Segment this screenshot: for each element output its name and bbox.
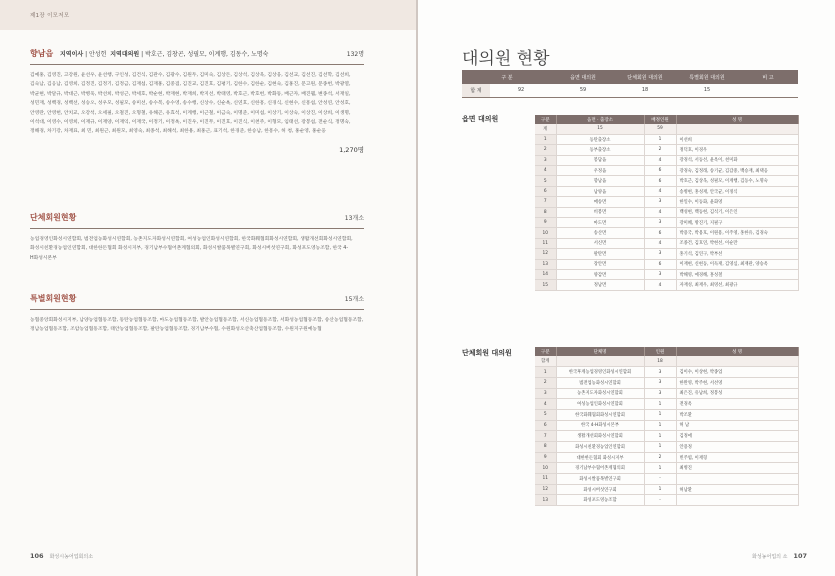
col-header: 구 분 xyxy=(462,70,552,84)
cell: 1 xyxy=(644,442,676,453)
section-count: 15개소 xyxy=(344,296,364,303)
cell: 1 xyxy=(644,463,676,474)
table-row xyxy=(535,176,798,186)
cell: 강경석, 서동선, 윤옥이, 천미화 xyxy=(676,155,798,165)
cell: 정덕호, 이경우 xyxy=(676,145,798,155)
table-row xyxy=(535,207,798,217)
summary-table xyxy=(462,70,798,98)
cell: 허남환 xyxy=(676,484,798,495)
cell: 장안면 xyxy=(556,259,644,269)
cell: 4 xyxy=(644,238,676,248)
table-header-row xyxy=(535,347,798,356)
cell: 3 xyxy=(535,155,556,165)
cell: 계 xyxy=(535,124,556,134)
cell: 2 xyxy=(644,145,676,155)
table-row xyxy=(535,134,798,144)
cell: 조종건, 김호연, 박현선, 이순만 xyxy=(676,238,798,248)
cell: 15 xyxy=(535,280,556,290)
cell: 5 xyxy=(535,176,556,186)
cell: 박용국, 박용호, 이원용, 이주영, 홍한유, 김경숙 xyxy=(676,228,798,238)
cell: 4 xyxy=(535,399,556,410)
cell: 양감면 xyxy=(556,269,644,279)
col-header: 읍면 · 출장소 xyxy=(556,115,644,124)
member-list: 김예홍, 김영진, 고강원, 윤선우, 윤선행, 구인성, 김건식, 김관수, 김광수, 김원두, 김미숙, 김상돈, 김상석, 김상욱, 김상웅, 김선교, 김선진, 김선학, 김선희, 김숙남, 김응남, 김영희, 김정진, 김정기, 김정금, 김재섭, 김재홍, 김중겸, 김진교, 김진호, 김평기, 김한수, 김한순, 김현숙, 김홍진, 문고원, 문종헌, 박광열, 박균현, 박달규, 박대근, 박병욱, 박선희, 박성근, 박세호, 박순현, 박재현, 박재희, 박지선, 박태영, 박호근, 박호헌, 박화동, 배근자, 배진웰, 변종석, 서재일, 성민재, 성백경, 성백선, 성승오, 성우모, 성필모, 송미선, 송수복, 송수영, 송수행, 신상수, 신순옥, 신연호, 신한흥, 신경식, 신현수, 신흥섭, 안성연, 안성호, 안영란, 안영헌, 안치교, 오강석, 오세필, 오철진, 오형철, 유해곤, 유효석, 이계행, 이근철, 이금숙, 이명준, 이미섭, 이상기, 이상숙, 이상진, 이상희, 이생명, 이석대, 이영수, 이영희, 이재규, 이재양, 이재익, 이재국, 이정기, 이정옥, 이진우, 이진무, 이진호, 이진식, 이천주, 이형모, 임태선, 장봉섭, 전순식, 정명숙, 정해경, 차기강, 차재표, 최 민, 최원근, 최원모, 최영숙, 최종석, 최해석, 최한용, 최홍근, 표기석, 한경준, 한승남, 한흥수, 허 청, 홍순영, 홍순웅 xyxy=(30,73,351,135)
table-row xyxy=(535,228,798,238)
cell: 합계 xyxy=(535,356,556,367)
total-row xyxy=(535,124,798,134)
cell: 1 xyxy=(644,420,676,431)
section-header xyxy=(30,48,364,65)
col-header: 비 고 xyxy=(738,70,798,84)
cell: 합 계 xyxy=(462,84,490,97)
cell: 화성시쌀품목별연구회 xyxy=(556,474,644,485)
cell: 서신면 xyxy=(556,238,644,248)
cell: 12 xyxy=(535,484,556,495)
cell: 9 xyxy=(535,452,556,463)
cell: 빈주엽, 이재형 xyxy=(676,452,798,463)
cell: 한일수, 이동화, 윤화영 xyxy=(676,197,798,207)
col-header: 구분 xyxy=(535,347,556,356)
cell: 1 xyxy=(535,134,556,144)
chapter-label: 제1장 이모저모 xyxy=(30,13,70,19)
section-count: 13개소 xyxy=(344,215,364,222)
cell: 4 xyxy=(644,155,676,165)
cell: - xyxy=(644,495,676,506)
table-row xyxy=(535,238,798,248)
cell: 1 xyxy=(644,409,676,420)
table-row xyxy=(535,155,798,165)
summary-row xyxy=(462,84,798,97)
cell: 우정읍 xyxy=(556,166,644,176)
cell: 6 xyxy=(644,176,676,186)
cell: 대한한돈협회 화성시지부 xyxy=(556,452,644,463)
cell: 남양읍 xyxy=(556,186,644,196)
cell xyxy=(738,84,798,97)
cell: 2 xyxy=(535,377,556,388)
cell: 생활개선회화성시연합회 xyxy=(556,431,644,442)
cell: 18 xyxy=(644,356,676,367)
cell: 최병진 xyxy=(676,463,798,474)
page-title: 대의원 현황 xyxy=(462,49,550,69)
cell: 18 xyxy=(614,84,676,97)
table-body xyxy=(535,356,798,506)
col-header: 배정인원 xyxy=(644,115,676,124)
col-header: 구분 xyxy=(535,115,556,124)
cell: 15 xyxy=(556,124,644,134)
table-row xyxy=(535,249,798,259)
cell: 한국후계농업경영인화성시연합회 xyxy=(556,367,644,378)
cell: 1 xyxy=(644,431,676,442)
cell xyxy=(676,495,798,506)
cell: 화성시버섯연구회 xyxy=(556,484,644,495)
table-row xyxy=(535,218,798,228)
cell: 4 xyxy=(644,207,676,217)
group-list: 농업경영인화성시연합회, 범전업농화성시연합회, 농촌지도자화성시연합회, 여성농업인화성시연합회, 한국화훼협회화성시연합회, 생활개선회화성시연합회, 화성시친환경농업인연합회, 대한한돈협회 화성시지부, 경기남부수협어촌계협의회, 화성시쌀품목별연구회, 화성시버섯연구회, 화성포도영농조합, 한국 4-H화성시본부 xyxy=(30,237,353,261)
cell: 92 xyxy=(490,84,552,97)
table-row xyxy=(535,388,798,399)
table-row xyxy=(535,259,798,269)
cell: 비봉면 xyxy=(556,207,644,217)
cell xyxy=(676,124,798,134)
cell: 2 xyxy=(535,145,556,155)
cell: 마도면 xyxy=(556,218,644,228)
cell: 4 xyxy=(535,166,556,176)
cell xyxy=(556,356,644,367)
cell: 화성포도영농조합 xyxy=(556,495,644,506)
col-header: 성 명 xyxy=(676,115,798,124)
cell: 화성시친환경농업인연합회 xyxy=(556,442,644,453)
cell: 여성농업인화성시연합회 xyxy=(556,399,644,410)
cell: 향남읍 xyxy=(556,176,644,186)
cell: 한국화훼협회화성시연합회 xyxy=(556,409,644,420)
cell: 3 xyxy=(644,218,676,228)
town-table-title: 읍면 대의원 xyxy=(462,115,499,123)
cell: 10 xyxy=(535,228,556,238)
table-row xyxy=(535,186,798,196)
section-title: 향남읍 지역이사 | 안성헌 지역대의원 | 박호근, 김창곤, 성필모, 이계행, 김동수, 노명숙 xyxy=(30,49,269,58)
cell: 김이수, 이상현, 박종업 xyxy=(676,367,798,378)
cell: 3 xyxy=(644,249,676,259)
table-row xyxy=(535,269,798,279)
cell: 안용정 xyxy=(676,442,798,453)
cell: 자재성, 최재우, 최영선, 최광규 xyxy=(676,280,798,290)
cell: 팔탄면 xyxy=(556,249,644,259)
table-row xyxy=(535,377,798,388)
cell: 4 xyxy=(644,280,676,290)
cell: 박조환 xyxy=(676,409,798,420)
section-title: 특별회원현황 xyxy=(30,294,77,303)
col-header: 단체회원 대의원 xyxy=(614,70,676,84)
col-header: 단체명 xyxy=(556,347,644,356)
cell: 1 xyxy=(535,367,556,378)
cell: 강경숙, 김정래, 송기균, 김갑중, 백승재, 최택응 xyxy=(676,166,798,176)
cell: 3 xyxy=(644,388,676,399)
table-body xyxy=(535,124,798,290)
total-count: 1,270명 xyxy=(339,145,364,154)
footer-title: 화성시농어업회의소 xyxy=(49,554,94,560)
page-number: 107 xyxy=(793,552,807,560)
table-row xyxy=(535,484,798,495)
cell: 3 xyxy=(644,197,676,207)
table-row xyxy=(535,197,798,207)
table-row xyxy=(535,166,798,176)
right-footer xyxy=(752,552,807,560)
table-row xyxy=(535,409,798,420)
cell: 이재현, 신현동, 이득재, 김영심, 최재관, 양승옥 xyxy=(676,259,798,269)
cell: 동부출장소 xyxy=(556,145,644,155)
town-delegates-table xyxy=(535,115,799,291)
table-row xyxy=(535,367,798,378)
col-header: 성 명 xyxy=(676,347,798,356)
cell: 김정애 xyxy=(676,431,798,442)
section-hyangnam xyxy=(30,48,364,154)
section-special-members xyxy=(30,293,364,335)
summary-header-row xyxy=(462,70,798,84)
cell: 1 xyxy=(644,484,676,495)
section-header xyxy=(30,293,364,310)
section-count: 132명 xyxy=(346,51,364,58)
cell: 박호근, 김상욱, 성필모, 이계행, 김동수, 노명숙 xyxy=(676,176,798,186)
cell: 범전업농화성시연합회 xyxy=(556,377,644,388)
cell: 정남면 xyxy=(556,280,644,290)
cell: 13 xyxy=(535,495,556,506)
cell: 8 xyxy=(535,207,556,217)
cell: 15 xyxy=(676,84,738,97)
left-footer xyxy=(30,552,93,560)
cell: 3 xyxy=(535,388,556,399)
cell: 7 xyxy=(535,197,556,207)
table-row xyxy=(535,280,798,290)
cell: 홍기석, 김연구, 박부선 xyxy=(676,249,798,259)
cell: 12 xyxy=(535,249,556,259)
table-row xyxy=(535,399,798,410)
cell: 1 xyxy=(644,134,676,144)
cell: 1 xyxy=(644,399,676,410)
special-list: 농협중앙회화성시지부, 남양농업협동조합, 동탄농업협동조합, 마도농업협동조합, 발안농업협동조합, 서신농업협동조합, 서화성농업협동조합, 송산농업협동조합, 정남농업협동조합, 조암농업협동조합, 태안농업협동조합, 팔탄농업협동조합, 경기남부수협, 수원화성오산축산업협동조합, 수원지구원예농협 xyxy=(30,318,364,333)
cell: 11 xyxy=(535,238,556,248)
cell: 강미혜, 방진기, 지필구 xyxy=(676,218,798,228)
section-header xyxy=(30,212,364,229)
table-row xyxy=(535,442,798,453)
cell: 허 남 xyxy=(676,420,798,431)
cell: 11 xyxy=(535,474,556,485)
cell: 봉담읍 xyxy=(556,155,644,165)
cell: 송병현, 홍성재, 안국균, 이정식 xyxy=(676,186,798,196)
cell: 6 xyxy=(644,259,676,269)
cell: 6 xyxy=(535,420,556,431)
cell: 농촌지도자화성시연합회 xyxy=(556,388,644,399)
cell xyxy=(676,356,798,367)
table-row xyxy=(535,431,798,442)
cell: 송산면 xyxy=(556,228,644,238)
col-header: 인원 xyxy=(644,347,676,356)
table-row xyxy=(535,463,798,474)
cell: 14 xyxy=(535,269,556,279)
footer-title: 화성농어업의 소 xyxy=(752,554,788,560)
table-row xyxy=(535,420,798,431)
cell: 4 xyxy=(644,186,676,196)
cell: - xyxy=(644,474,676,485)
cell: 2 xyxy=(644,452,676,463)
cell: 백성현, 백동현, 김석기, 이은인 xyxy=(676,207,798,217)
cell: 3 xyxy=(644,269,676,279)
org-delegates-table xyxy=(535,347,799,506)
table-header-row xyxy=(535,115,798,124)
cell xyxy=(676,474,798,485)
cell: 매송면 xyxy=(556,197,644,207)
cell: 3 xyxy=(644,367,676,378)
section-subtitle: 지역이사 | 안성헌 지역대의원 | 박호근, 김창곤, 성필모, 이계행, 김동수, 노명숙 xyxy=(59,51,269,58)
cell: 3 xyxy=(644,377,676,388)
cell: 6 xyxy=(644,166,676,176)
org-table-title: 단체회원 대의원 xyxy=(462,349,512,357)
cell: 동탄출장소 xyxy=(556,134,644,144)
cell: 경기남부수협어촌계협의회 xyxy=(556,463,644,474)
cell: 전경옥 xyxy=(676,399,798,410)
cell: 한완영, 박주현, 서선영 xyxy=(676,377,798,388)
cell: 7 xyxy=(535,431,556,442)
table-row xyxy=(535,474,798,485)
cell: 9 xyxy=(535,218,556,228)
table-row xyxy=(535,495,798,506)
cell: 13 xyxy=(535,259,556,269)
cell: 59 xyxy=(644,124,676,134)
cell: 박해영, 예경해, 홍성철 xyxy=(676,269,798,279)
cell: 6 xyxy=(535,186,556,196)
col-header: 읍면 대의원 xyxy=(552,70,614,84)
cell: 59 xyxy=(552,84,614,97)
cell: 10 xyxy=(535,463,556,474)
section-title: 단체회원현황 xyxy=(30,213,77,222)
cell: 5 xyxy=(535,409,556,420)
total-row xyxy=(535,356,798,367)
table-row xyxy=(535,452,798,463)
section-group-members xyxy=(30,212,364,263)
left-page xyxy=(0,0,417,576)
table-row xyxy=(535,145,798,155)
cell: 최은진, 유남희, 정봉성 xyxy=(676,388,798,399)
cell: 8 xyxy=(535,442,556,453)
col-header: 특별회원 대의원 xyxy=(676,70,738,84)
cell: 한국 4-H화성시본부 xyxy=(556,420,644,431)
page-number: 106 xyxy=(30,552,44,560)
cell: 이선희 xyxy=(676,134,798,144)
cell: 6 xyxy=(644,228,676,238)
